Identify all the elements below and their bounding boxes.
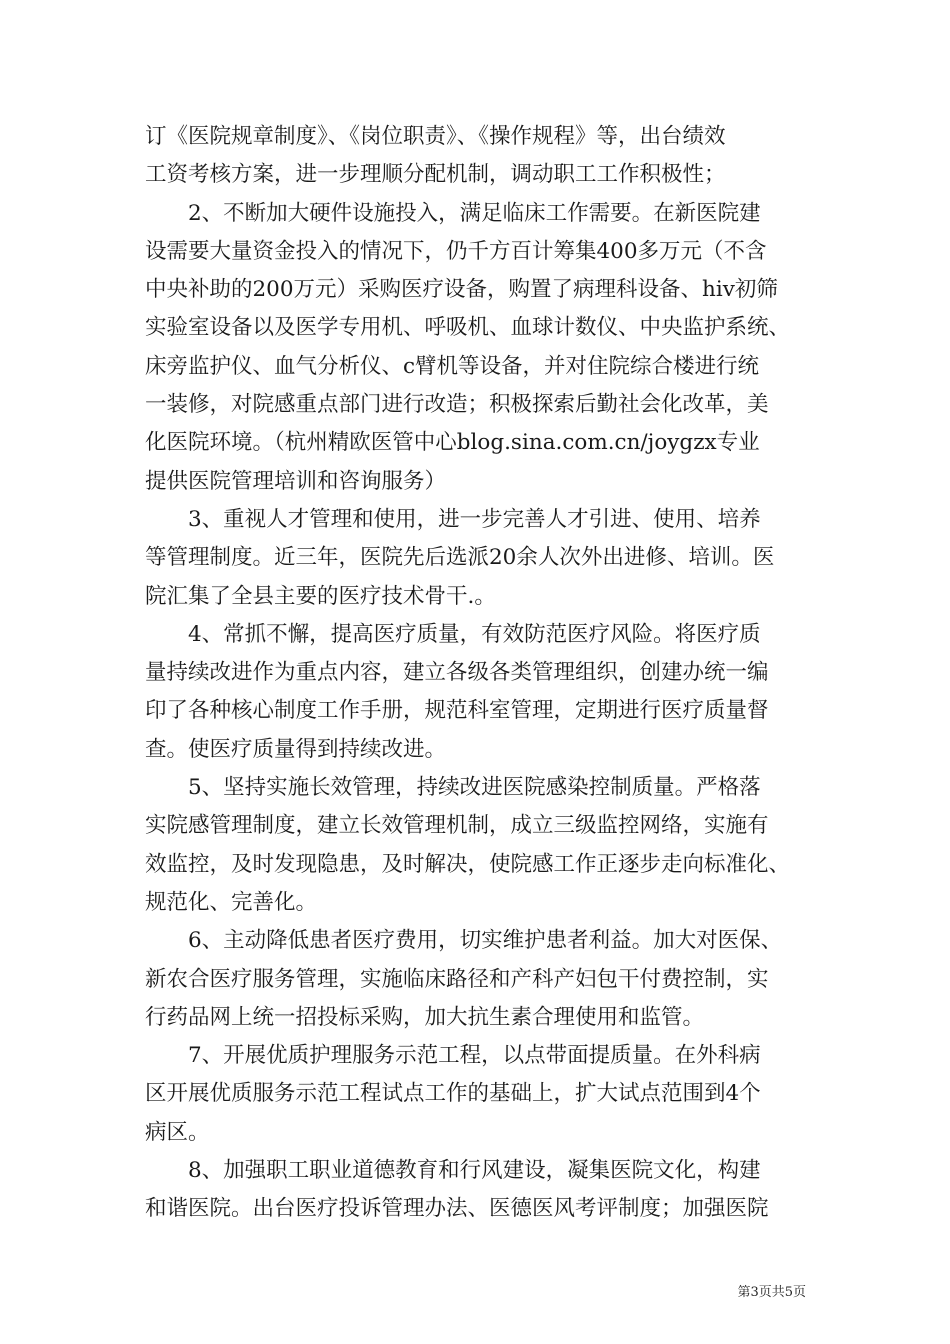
text-line: 6、主动降低患者医疗费用，切实维护患者利益。加大对医保、 xyxy=(188,928,783,954)
text-line: 区开展优质服务示范工程试点工作的基础上，扩大试点范围到4个 xyxy=(145,1081,761,1107)
text-line: 病区。 xyxy=(145,1119,210,1145)
text-line: 订《医院规章制度》、《岗位职责》、《操作规程》等，出台绩效 xyxy=(145,124,726,149)
text-line: 量持续改进作为重点内容，建立各级各类管理组织，创建办统一编 xyxy=(145,660,769,686)
text-line: 效监控，及时发现隐患，及时解决，使院感工作正逐步走向标准化、 xyxy=(145,851,791,877)
text-line: 设需要大量资金投入的情况下，仍千方百计筹集400多万元（不含 xyxy=(145,238,767,264)
text-line: 实院感管理制度，建立长效管理机制，成立三级监控网络，实施有 xyxy=(145,813,769,839)
text-line: 床旁监护仪、血气分析仪、c臂机等设备，并对住院综合楼进行统 xyxy=(145,353,760,379)
page-number: 第3页共5页 xyxy=(737,1285,806,1300)
text-line: 院汇集了全县主要的医疗技术骨干.。 xyxy=(145,583,496,609)
text-line: 一装修，对院感重点部门进行改造；积极探索后勤社会化改革，美 xyxy=(145,392,769,418)
text-line: 查。使医疗质量得到持续改进。 xyxy=(145,736,447,762)
text-line: 等管理制度。近三年，医院先后选派20余人次外出进修、培训。医 xyxy=(145,545,775,571)
text-line: 工资考核方案，进一步理顺分配机制，调动职工工作积极性； xyxy=(145,162,726,188)
text-line: 2、不断加大硬件设施投入，满足临床工作需要。在新医院建 xyxy=(188,200,761,226)
text-line: 印了各种核心制度工作手册，规范科室管理，定期进行医疗质量督 xyxy=(145,698,769,724)
text-line: 8、加强职工职业道德教育和行风建设，凝集医院文化，构建 xyxy=(188,1158,761,1184)
text-line: 5、坚持实施长效管理，持续改进医院感染控制质量。严格落 xyxy=(188,775,761,801)
text-line: 和谐医院。出台医疗投诉管理办法、医德医风考评制度；加强医院 xyxy=(145,1196,769,1222)
text-line: 新农合医疗服务管理，实施临床路径和产科产妇包干付费控制，实 xyxy=(145,966,769,992)
document-body xyxy=(145,118,813,1229)
text-line: 中央补助的200万元）采购医疗设备，购置了病理科设备、hiv初筛 xyxy=(145,277,778,303)
text-line: 3、重视人才管理和使用，进一步完善人才引进、使用、培养 xyxy=(188,506,761,532)
text-line: 实验室设备以及医学专用机、呼吸机、血球计数仪、中央监护系统、 xyxy=(145,315,791,341)
text-line: 提供医院管理培训和咨询服务） xyxy=(145,468,447,494)
text-line: 4、常抓不懈，提高医疗质量，有效防范医疗风险。将医疗质 xyxy=(188,621,761,647)
text-line: 规范化、完善化。 xyxy=(145,889,318,915)
text-line: 化医院环境。（杭州精欧医管中心blog.sina.com.cn/joygzx专业 xyxy=(145,430,760,456)
text-line: 7、开展优质护理服务示范工程，以点带面提质量。在外科病 xyxy=(188,1043,761,1069)
text-line: 行药品网上统一招投标采购，加大抗生素合理使用和监管。 xyxy=(145,1004,705,1030)
